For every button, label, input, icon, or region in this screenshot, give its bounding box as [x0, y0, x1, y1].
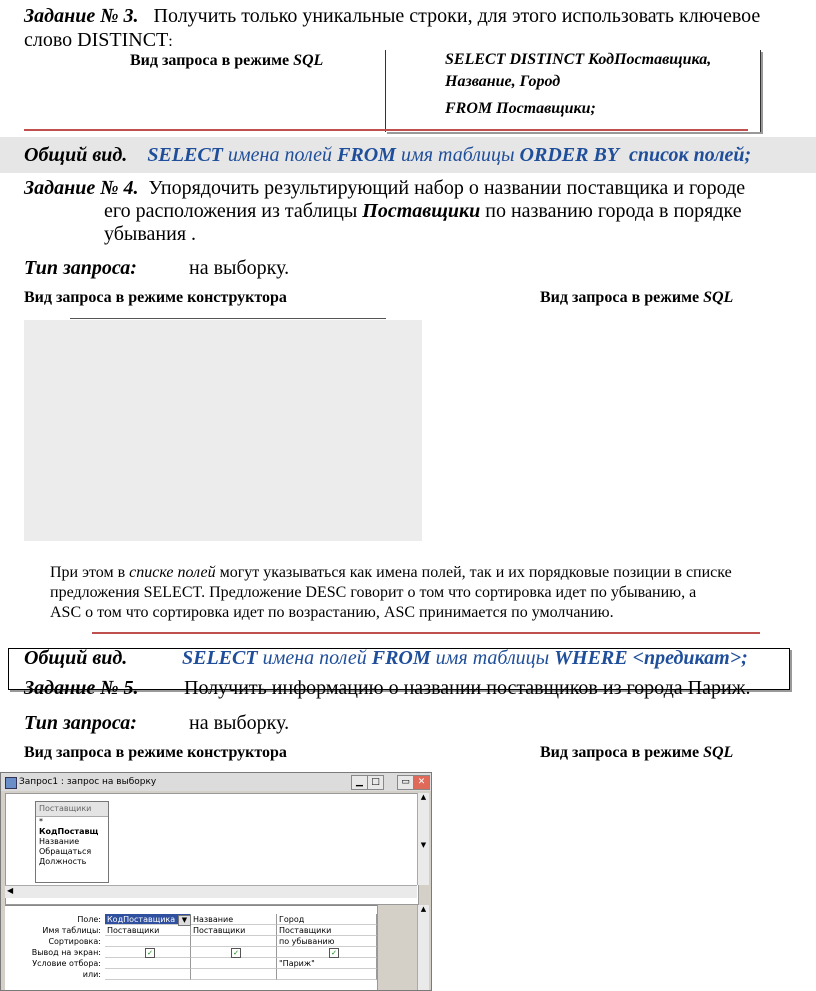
task4-line2-a: его расположения из таблицы [104, 200, 363, 222]
task3-sql-mode-label [130, 51, 323, 71]
row-label-table: Имя таблицы: [42, 926, 101, 935]
show-checkbox[interactable]: ✓ [231, 948, 241, 958]
row-label-show: Вывод на экран: [31, 948, 101, 957]
grid-table-cell[interactable]: Поставщики [191, 925, 277, 936]
general2-fields: имена полей [262, 647, 367, 669]
maximize-button[interactable]: □ [367, 775, 384, 790]
grid-sort-cell[interactable]: по убыванию [277, 936, 377, 947]
grid-criteria-cell[interactable] [191, 958, 277, 969]
grid-show-cell[interactable] [277, 947, 377, 958]
grid-criteria-cell[interactable] [105, 958, 191, 969]
general1-list: список полей; [629, 144, 752, 166]
divider-line-1 [24, 129, 748, 131]
close-button[interactable]: ✕ [413, 775, 430, 790]
thin-rule [70, 318, 386, 319]
general2-line [24, 646, 748, 670]
general1-order: ORDER BY [519, 144, 620, 166]
task3-label: Задание № 3. [24, 5, 139, 27]
grid-table-cell[interactable]: Поставщики [105, 925, 191, 936]
sql-line1: SELECT DISTINCT КодПоставщика, [445, 51, 712, 68]
constructor-mode-label-1: Вид запроса в режиме конструктора [24, 289, 287, 306]
note-line2: предложения SELECT. Предложение DESC говорит о том что сортировка идет по убыванию, а [50, 584, 697, 601]
dropdown-arrow-icon[interactable]: ▼ [178, 915, 191, 926]
note-line1 [50, 563, 732, 583]
task3-colon: : [168, 33, 173, 50]
show-checkbox[interactable]: ✓ [329, 948, 339, 958]
query-type-1 [24, 256, 290, 280]
task3-text-line1: Получить только уникальные строки, для этого использовать ключевое [153, 5, 761, 27]
general1-label: Общий вид. [24, 144, 128, 166]
note-l1-c: могут указываться как имена полей, так и их порядковые позиции в списке [215, 564, 732, 581]
query-type-1-label: Тип запроса: [24, 257, 137, 279]
table-pane-vscroll[interactable]: ▲ ▼ [417, 793, 429, 885]
field-list-title[interactable]: Поставщики [36, 802, 108, 817]
restore-button[interactable]: ▭ [397, 775, 414, 790]
general1-line [24, 143, 814, 167]
grid-field-cell[interactable]: КодПоставщика [105, 914, 191, 925]
general2-label: Общий вид. [24, 647, 128, 669]
window-titlebar[interactable] [1, 773, 431, 791]
task4-line3: убывания . [104, 223, 197, 245]
grid-or-cell[interactable] [105, 969, 191, 980]
task4-text1: Упорядочить результирующий набор о названии поставщика и городе [148, 177, 746, 199]
window-title: Запрос1 : запрос на выборку [19, 777, 157, 787]
query-type-2-value: на выборку. [189, 712, 290, 734]
note-l1-b: списке полей [129, 564, 216, 581]
query-type-2 [24, 711, 290, 735]
field-list-item[interactable]: Обращаться [39, 847, 92, 856]
grid-empty-area [377, 905, 418, 990]
sql-mode-2-prefix: Вид запроса в режиме [540, 744, 704, 761]
table-pane-hscroll[interactable]: ◀ [5, 885, 417, 898]
constructor-image-placeholder [24, 320, 422, 541]
general2-select: SELECT [182, 647, 258, 669]
grid-field-cell[interactable]: Город [277, 914, 377, 925]
sql-mode-prefix: Вид запроса в режиме [130, 52, 294, 69]
sql-mode-label-2 [540, 743, 733, 763]
task3-paragraph [24, 4, 814, 28]
task4-line2 [104, 199, 742, 223]
task4-label: Задание № 4. [24, 177, 139, 199]
sql-line3: FROM Поставщики; [445, 100, 596, 117]
sql-mode-em: SQL [293, 52, 324, 69]
grid-sort-cell[interactable] [105, 936, 191, 947]
general2-from: FROM [371, 647, 431, 669]
sql-line2: Название, Город [445, 73, 561, 90]
task4-line1 [24, 176, 814, 200]
access-query-window[interactable] [0, 772, 432, 991]
general1-from: FROM [337, 144, 396, 166]
task5-line [24, 676, 751, 700]
general2-where: WHERE [554, 647, 628, 669]
field-list-item[interactable]: КодПоставщ [39, 827, 99, 836]
task3-text-line2: слово DISTINCT [24, 29, 169, 51]
grid-field-cell[interactable]: Название [191, 914, 277, 925]
general2-table: имя таблицы [435, 647, 550, 669]
constructor-mode-label-2: Вид запроса в режиме конструктора [24, 744, 287, 761]
note-line3: ASC о том что сортировка идет по возрастанию, ASC принимается по умолчанию. [50, 604, 614, 621]
general1-select: SELECT [147, 144, 223, 166]
query-type-2-label: Тип запроса: [24, 712, 137, 734]
row-label-sort: Сортировка: [48, 937, 101, 946]
minimize-button[interactable]: ▁ [351, 775, 368, 790]
field-list-item[interactable]: Должность [39, 857, 87, 866]
grid-vscroll[interactable]: ▲ [417, 905, 429, 990]
field-list-postavshchiki[interactable] [35, 801, 109, 883]
grid-or-cell[interactable] [277, 969, 377, 980]
row-label-or: или: [82, 970, 101, 979]
note-l1-a: При этом в [50, 564, 130, 581]
task5-text: Получить информацию о названии поставщиков из города Париж. [184, 677, 751, 699]
general1-table: имя таблицы [400, 144, 515, 166]
field-list-item[interactable]: * [39, 817, 43, 826]
row-label-criteria: Условие отбора: [32, 959, 101, 968]
query-design-grid[interactable] [5, 905, 417, 991]
show-checkbox[interactable]: ✓ [145, 948, 155, 958]
general2-pred: <предикат>; [632, 647, 748, 669]
field-list-item[interactable]: Название [39, 837, 80, 846]
general2-syntax [182, 646, 748, 670]
grid-sort-cell[interactable] [191, 936, 277, 947]
task4-line2-c: по названию города в порядке [480, 200, 742, 222]
grid-criteria-cell[interactable]: "Париж" [277, 958, 377, 969]
task4-line2-b: Поставщики [362, 200, 481, 222]
general1-fields: имена полей [227, 144, 333, 166]
task5-label: Задание № 5. [24, 677, 139, 699]
grid-table-cell[interactable]: Поставщики [277, 925, 377, 936]
sql-mode-2-em: SQL [703, 744, 734, 761]
row-label-field: Поле: [77, 915, 101, 924]
grid-or-cell[interactable] [191, 969, 277, 980]
divider-line-2 [92, 632, 760, 634]
sql-mode-1-em: SQL [703, 289, 734, 306]
query-window-icon [5, 777, 17, 789]
query-type-1-value: на выборку. [189, 257, 290, 279]
sql-mode-label-1 [540, 288, 733, 308]
sql-mode-1-prefix: Вид запроса в режиме [540, 289, 704, 306]
